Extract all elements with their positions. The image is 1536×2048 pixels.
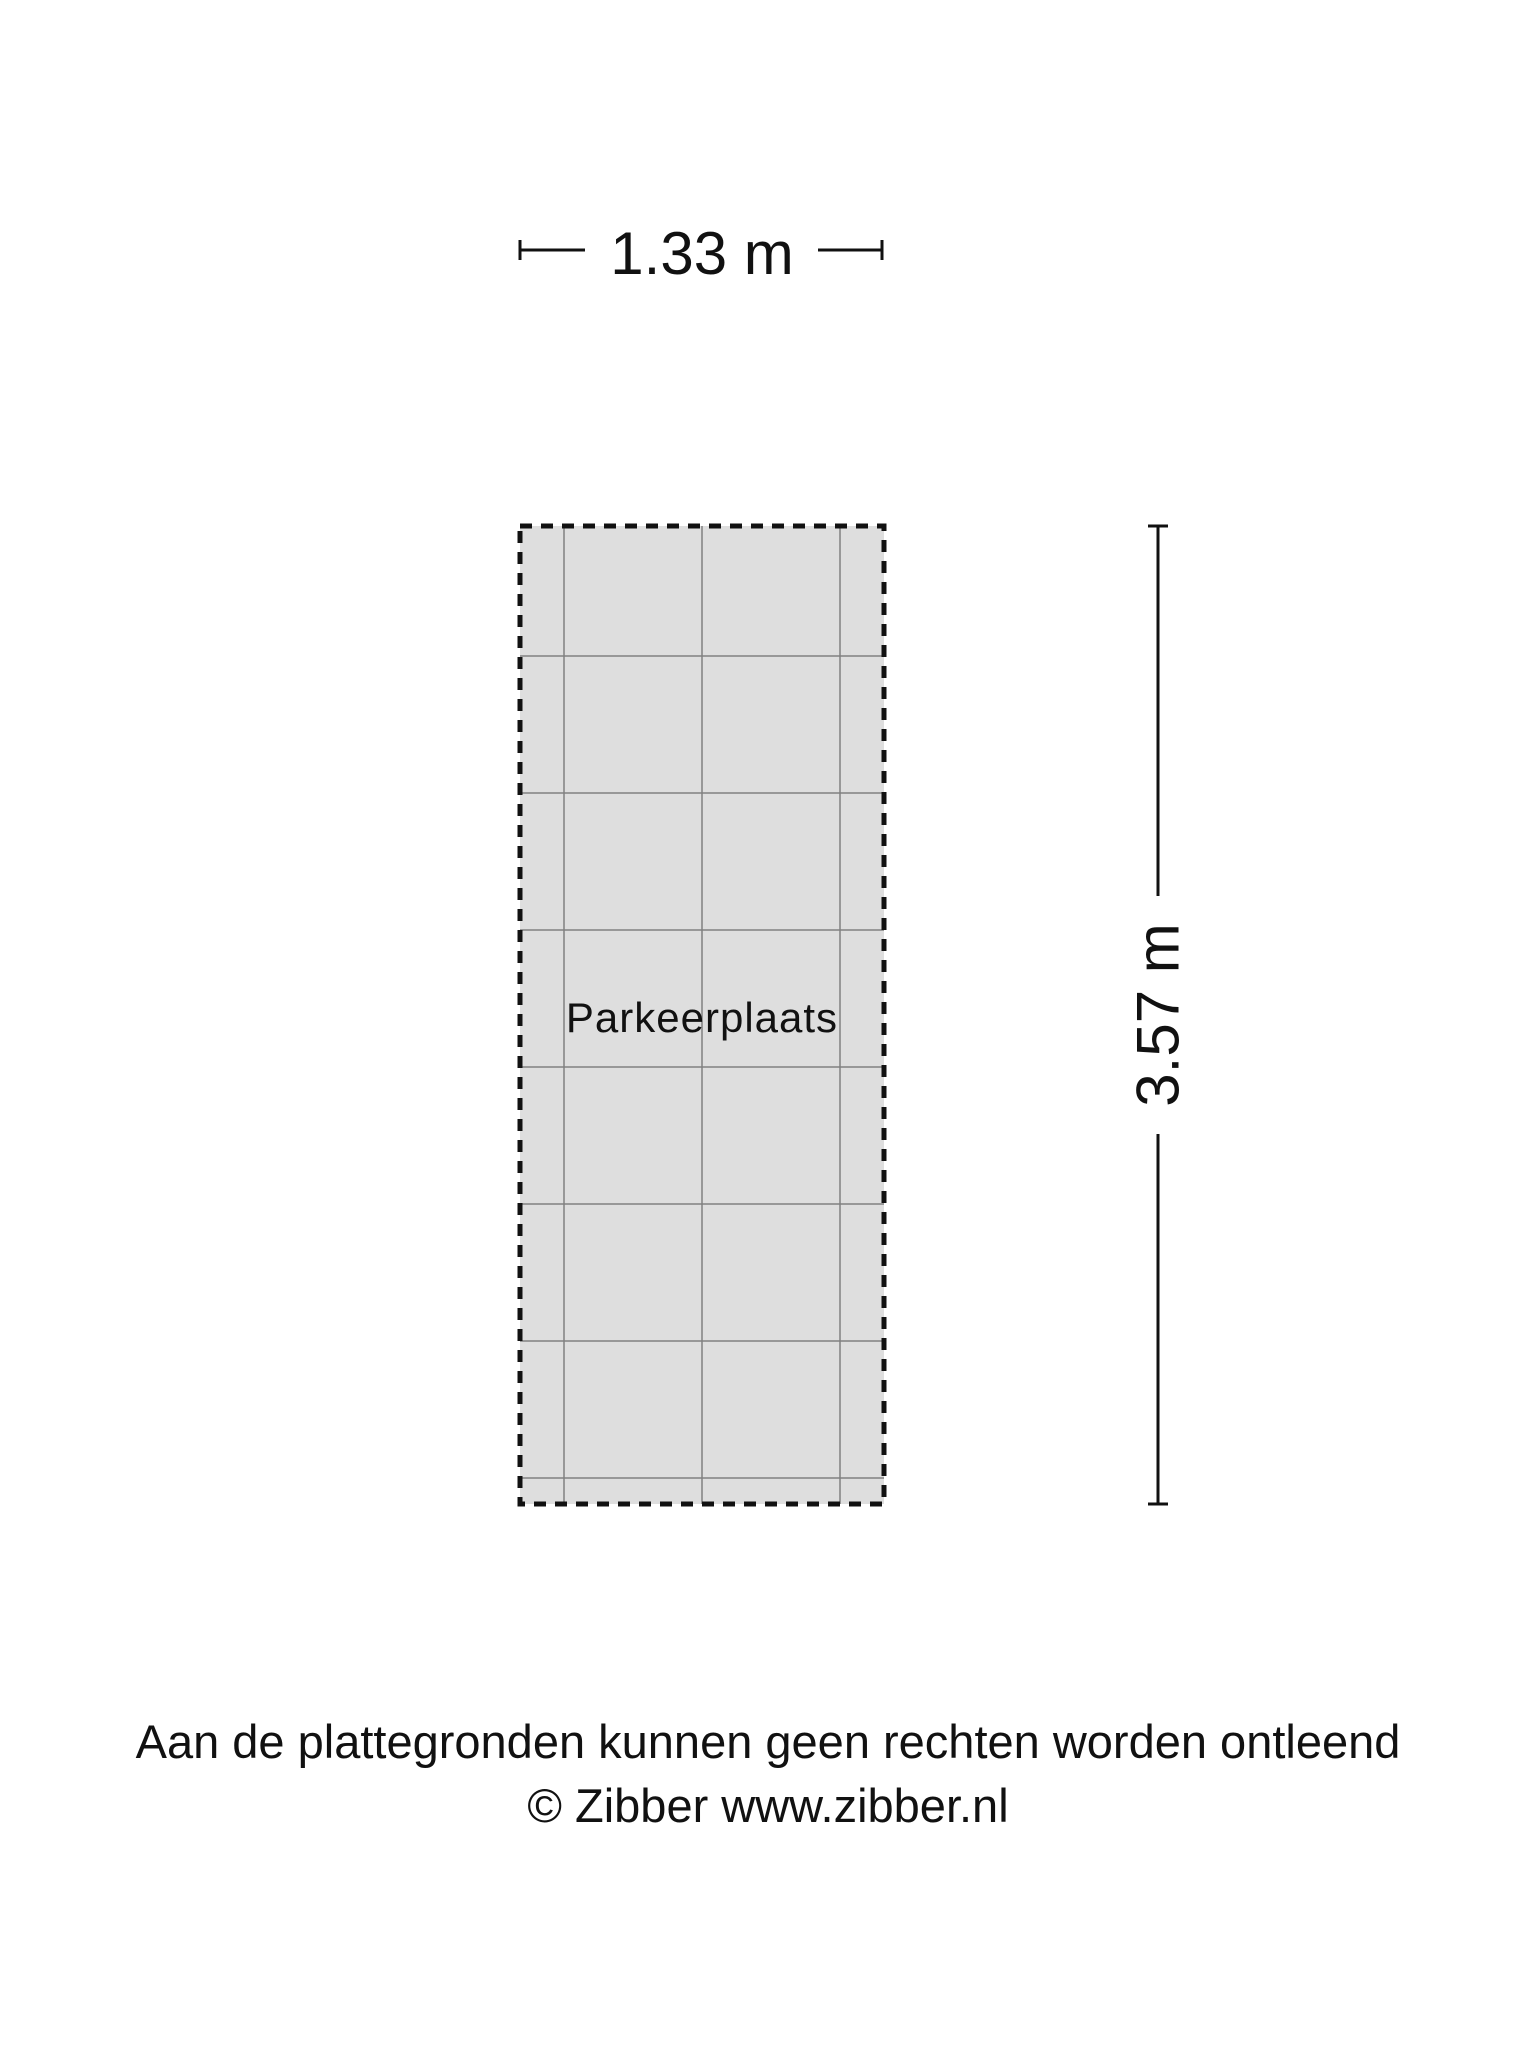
disclaimer-text: Aan de plattegronden kunnen geen rechten worden ontleend xyxy=(135,1715,1401,1768)
length-dimension-label: 3.57 m xyxy=(1124,923,1192,1107)
room-parkeerplaats xyxy=(520,526,884,1504)
copyright-text: © Zibber www.zibber.nl xyxy=(527,1779,1009,1832)
width-dimension-label: 1.33 m xyxy=(610,220,794,287)
room-label: Parkeerplaats xyxy=(565,994,839,1041)
